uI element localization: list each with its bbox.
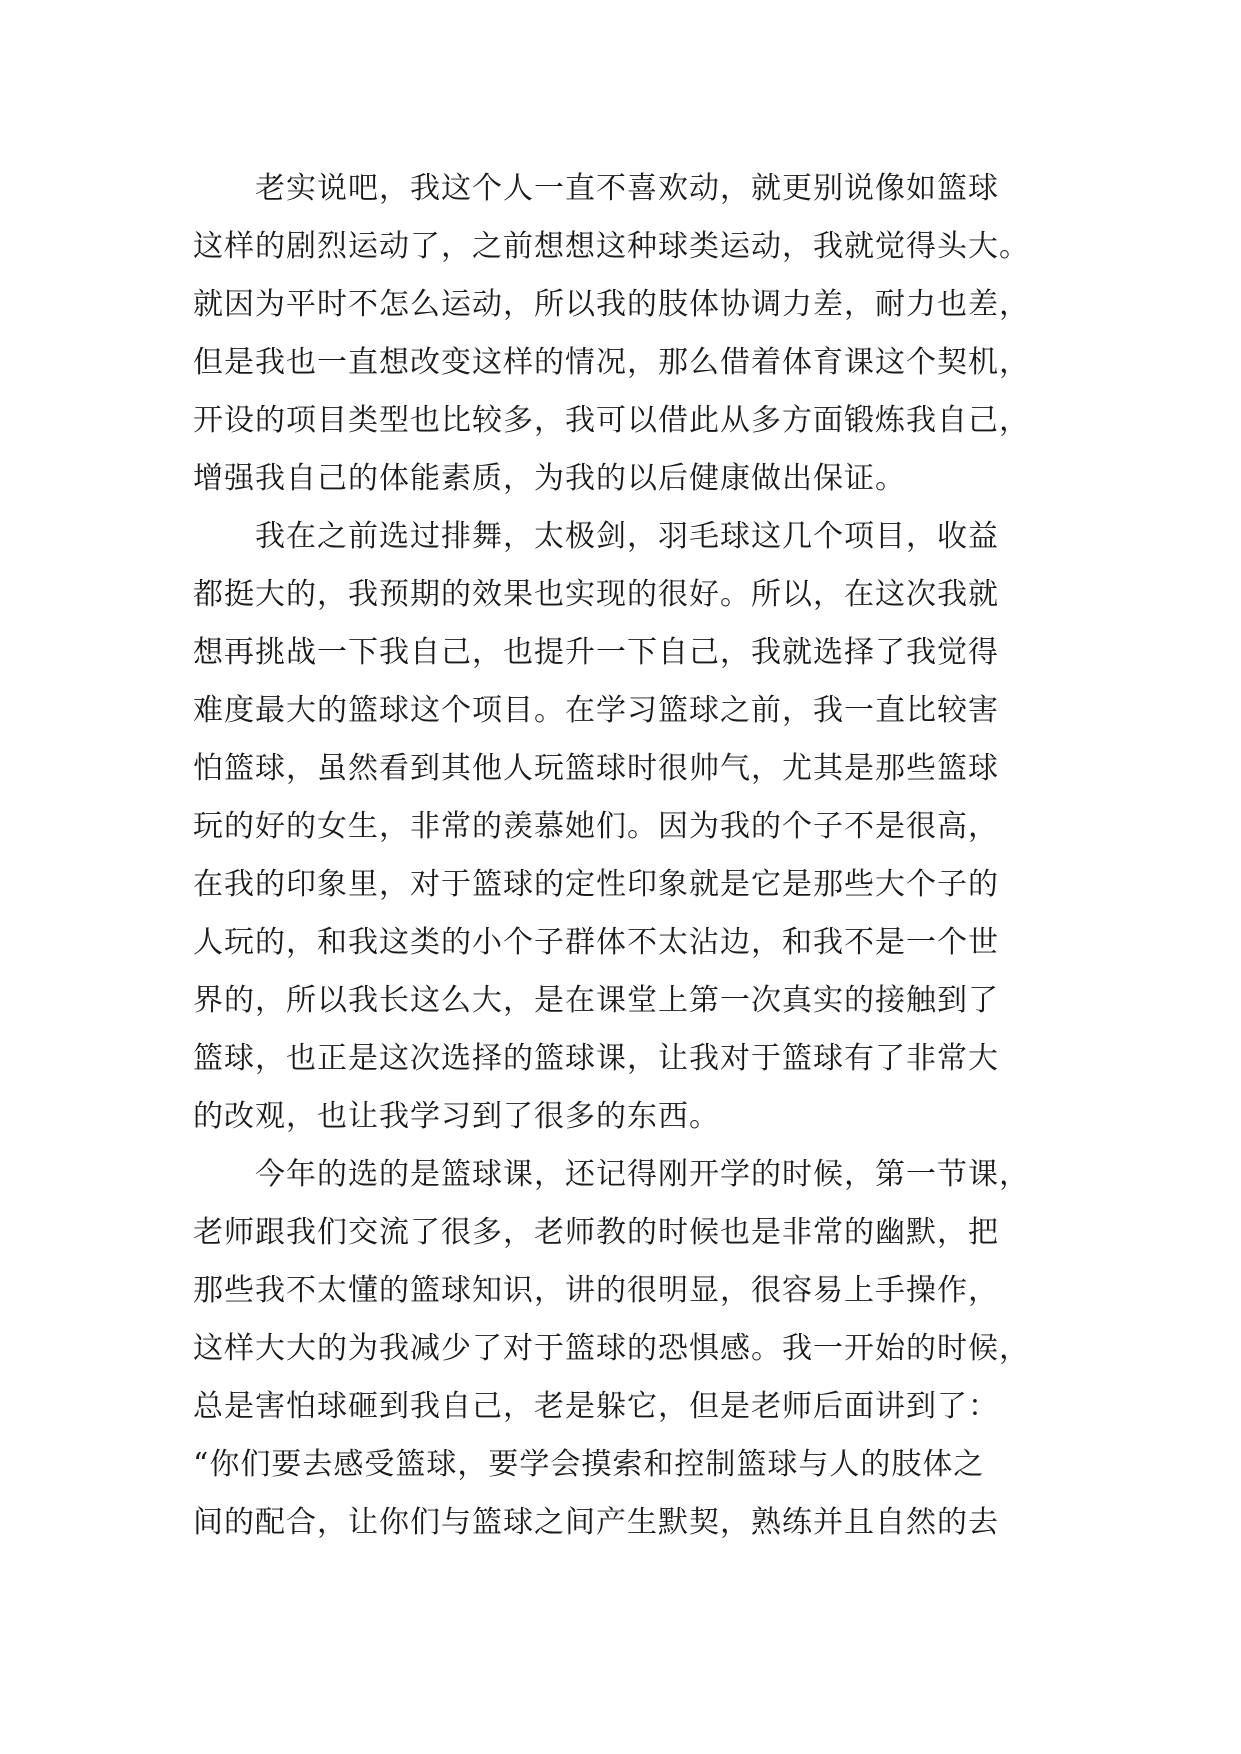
paragraph-3-line-7: 间的配合，让你们与篮球之间产生默契，熟练并且自然的去 (193, 1505, 999, 1540)
paragraph-3-line-6: “你们要去感受篮球，要学会摸索和控制篮球与人的肢体之 (193, 1447, 985, 1482)
paragraph-1-line-6: 增强我自己的体能素质，为我的以后健康做出保证。 (193, 461, 906, 496)
paragraph-1-line-4: 但是我也一直想改变这样的情况，那么借着体育课这个契机， (193, 345, 1030, 380)
paragraph-3-line-4: 这样大大的为我减少了对于篮球的恐惧感。我一开始的时候， (193, 1331, 1030, 1366)
paragraph-2-line-5: 怕篮球，虽然看到其他人玩篮球时很帅气，尤其是那些篮球 (193, 751, 999, 786)
paragraph-1-line-2: 这样的剧烈运动了，之前想想这种球类运动，我就觉得头大。 (193, 229, 1030, 264)
paragraph-2-line-3: 想再挑战一下我自己，也提升一下自己，我就选择了我觉得 (193, 635, 999, 670)
paragraph-2-line-2: 都挺大的，我预期的效果也实现的很好。所以，在这次我就 (193, 577, 999, 612)
paragraph-1-line-5: 开设的项目类型也比较多，我可以借此从多方面锻炼我自己， (193, 403, 1030, 438)
paragraph-2-line-9: 界的，所以我长这么大，是在课堂上第一次真实的接触到了 (193, 983, 999, 1018)
paragraph-1-line-3: 就因为平时不怎么运动，所以我的肢体协调力差，耐力也差， (193, 287, 1030, 322)
paragraph-2-line-1: 我在之前选过排舞，太极剑，羽毛球这几个项目，收益 (255, 519, 999, 554)
paragraph-3-line-5: 总是害怕球砸到我自己，老是躲它，但是老师后面讲到了： (193, 1389, 999, 1424)
document-body (193, 160, 1053, 1552)
paragraph-3-line-2: 老师跟我们交流了很多，老师教的时候也是非常的幽默，把 (193, 1215, 999, 1250)
paragraph-1-line-1: 老实说吧，我这个人一直不喜欢动，就更别说像如篮球 (255, 171, 999, 206)
paragraph-3-line-1: 今年的选的是篮球课，还记得刚开学的时候，第一节课， (255, 1157, 1030, 1192)
paragraph-2-line-4: 难度最大的篮球这个项目。在学习篮球之前，我一直比较害 (193, 693, 999, 728)
paragraph-2-line-10: 篮球，也正是这次选择的篮球课，让我对于篮球有了非常大 (193, 1041, 999, 1076)
paragraph-2-line-7: 在我的印象里，对于篮球的定性印象就是它是那些大个子的 (193, 867, 999, 902)
paragraph-2-line-6: 玩的好的女生，非常的羡慕她们。因为我的个子不是很高， (193, 809, 999, 844)
paragraph-2-line-11: 的改观，也让我学习到了很多的东西。 (193, 1099, 720, 1134)
paragraph-2-line-8: 人玩的，和我这类的小个子群体不太沾边，和我不是一个世 (193, 925, 999, 960)
paragraph-3-line-3: 那些我不太懂的篮球知识，讲的很明显，很容易上手操作， (193, 1273, 999, 1308)
